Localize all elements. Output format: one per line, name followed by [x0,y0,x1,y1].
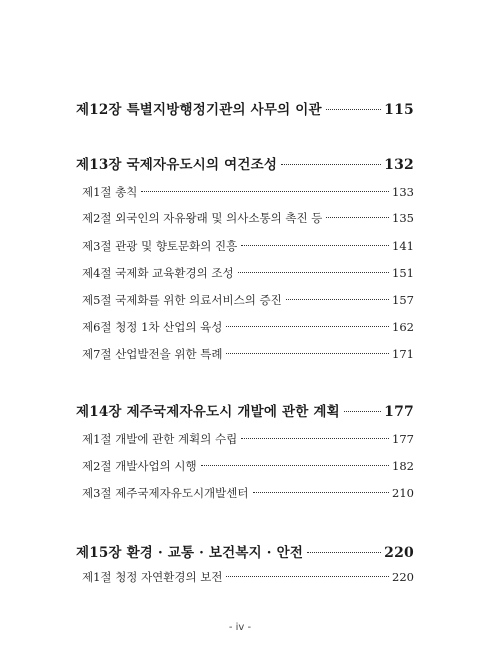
toc-section [82,210,414,226]
section-title: 제2절 개발사업의 시행 [82,459,197,473]
chapter-title: 제13장 국제자유도시의 여건조성 [76,157,278,173]
chapter-title: 제15장 환경 · 교통 · 보건복지 · 안전 [76,545,304,561]
chapter-title: 제14장 제주국제자유도시 개발에 관한 계획 [76,404,340,420]
section-title: 제1절 총칙 [82,185,138,199]
section-title: 제5절 국제화를 위한 의료서비스의 증진 [82,293,282,307]
section-page-number: 135 [392,211,414,225]
section-page-number: 162 [392,320,414,334]
chapter-page-number: 115 [384,102,414,118]
section-page-number: 220 [392,570,414,584]
dot-leader [241,438,389,439]
section-title: 제4절 국제화 교육환경의 조성 [82,266,234,280]
section-title: 제2절 외국인의 자유왕래 및 의사소통의 촉진 등 [82,211,323,225]
dot-leader [281,164,381,165]
dot-leader [226,353,389,354]
toc-chapter-15 [76,541,414,561]
toc-chapter-13 [76,153,414,173]
chapter-page-number: 220 [384,545,414,561]
section-page-number: 182 [392,459,414,473]
toc-section [82,319,414,335]
section-title: 제1절 청정 자연환경의 보전 [82,570,223,584]
section-title: 제6절 청정 1차 산업의 육성 [82,320,223,334]
section-page-number: 133 [392,185,414,199]
section-page-number: 151 [392,266,414,280]
chapter-page-number: 177 [384,404,414,420]
toc-section [82,265,414,281]
dot-leader [201,465,389,466]
dot-leader [226,576,389,577]
section-page-number: 177 [392,432,414,446]
toc-section [82,569,414,585]
toc-section [82,346,414,362]
dot-leader [344,411,381,412]
toc-section [82,431,414,447]
toc-chapter-14 [76,400,414,420]
dot-leader [226,326,389,327]
page-footer-number: - iv - [228,622,252,633]
chapter-title: 제12장 특별지방행정기관의 사무의 이관 [76,102,322,118]
section-title: 제3절 관광 및 향토문화의 진흥 [82,239,238,253]
section-page-number: 171 [392,347,414,361]
toc-section [82,184,414,200]
dot-leader [326,217,389,218]
dot-leader [253,492,390,493]
dot-leader [238,272,389,273]
section-title: 제1절 개발에 관한 계획의 수립 [82,432,238,446]
toc-section [82,485,414,501]
dot-leader [307,552,381,553]
section-page-number: 157 [392,293,414,307]
dot-leader [141,191,389,192]
toc-section [82,238,414,254]
toc-section [82,458,414,474]
dot-leader [241,245,389,246]
section-title: 제3절 제주국제자유도시개발센터 [82,486,249,500]
toc-chapter-12 [76,98,414,118]
section-page-number: 141 [392,239,414,253]
section-title: 제7절 산업발전을 위한 특례 [82,347,223,361]
dot-leader [326,109,381,110]
toc-section [82,292,414,308]
dot-leader [286,299,389,300]
section-page-number: 210 [392,486,414,500]
chapter-page-number: 132 [384,157,414,173]
